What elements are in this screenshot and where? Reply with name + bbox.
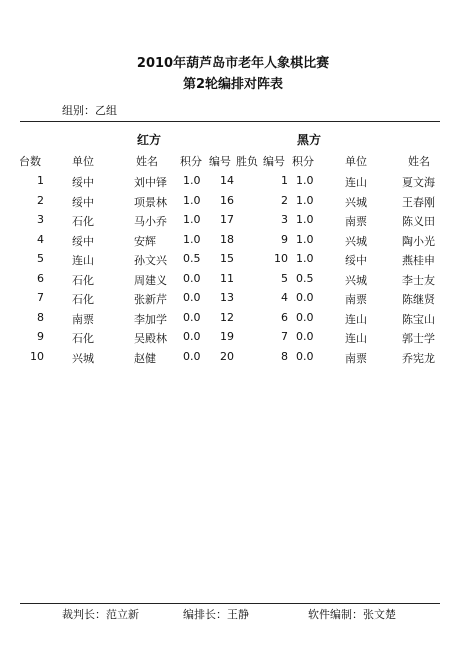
cell-black-unit: 南票 — [345, 293, 367, 306]
cell-table: 1 — [37, 174, 44, 187]
table-row — [0, 291, 466, 311]
cell-red-no: 20 — [220, 349, 234, 363]
cell-black-name: 陈宝山 — [402, 312, 435, 326]
cell-black-unit: 南票 — [345, 351, 367, 365]
cell-red-no: 12 — [220, 310, 234, 324]
cell-red-unit: 石化 — [72, 215, 94, 228]
cell-red-name: 刘中铎 — [134, 176, 167, 189]
cell-black-no: 2 — [281, 193, 288, 207]
cell-black-name: 陶小光 — [402, 234, 435, 248]
cell-table: 3 — [37, 213, 44, 226]
cell-red-no: 19 — [220, 330, 234, 343]
cell-black-no: 7 — [281, 330, 288, 343]
cell-red-score: 0.5 — [183, 252, 201, 265]
cell-table: 6 — [37, 271, 44, 285]
header-black-name: 姓名 — [408, 155, 430, 168]
cell-red-no: 13 — [220, 291, 234, 304]
cell-red-unit: 绥中 — [72, 234, 94, 248]
table-row — [0, 272, 466, 292]
cell-red-score: 0.0 — [183, 330, 201, 343]
cell-black-score: 0.5 — [296, 271, 314, 285]
cell-black-name: 夏文海 — [402, 176, 435, 189]
cell-black-score: 0.0 — [296, 310, 314, 324]
table-row — [0, 213, 466, 233]
table-row — [0, 252, 466, 272]
cell-table: 2 — [37, 193, 44, 207]
cell-black-no: 6 — [281, 310, 288, 324]
footer-divider — [20, 603, 440, 604]
cell-red-score: 0.0 — [183, 291, 201, 304]
cell-black-unit: 兴城 — [345, 273, 367, 287]
table-row — [0, 194, 466, 214]
cell-black-no: 5 — [281, 271, 288, 285]
header-divider — [20, 121, 440, 122]
cell-red-name: 安辉 — [134, 234, 156, 248]
group-label: 组别：乙组 — [62, 104, 117, 117]
document-subtitle: 第2轮编排对阵表 — [182, 77, 284, 92]
cell-red-score: 1.0 — [183, 193, 201, 207]
cell-red-unit: 兴城 — [72, 351, 94, 365]
cell-red-name: 周建义 — [134, 273, 167, 287]
cell-black-score: 0.0 — [296, 291, 314, 304]
cell-red-score: 1.0 — [183, 174, 201, 187]
cell-table: 10 — [30, 349, 44, 363]
table-row — [0, 174, 466, 194]
cell-red-name: 张新芹 — [134, 293, 167, 306]
cell-red-unit: 绥中 — [72, 176, 94, 189]
cell-black-score: 1.0 — [296, 174, 314, 187]
cell-table: 7 — [37, 291, 44, 304]
cell-black-score: 0.0 — [296, 349, 314, 363]
cell-black-score: 1.0 — [296, 193, 314, 207]
cell-black-unit: 南票 — [345, 215, 367, 228]
cell-black-name: 王春刚 — [402, 195, 435, 209]
header-result: 胜负 — [236, 155, 258, 168]
cell-red-score: 1.0 — [183, 213, 201, 226]
header-black-score: 积分 — [292, 155, 314, 168]
cell-red-unit: 连山 — [72, 254, 94, 267]
cell-table: 4 — [37, 232, 44, 246]
cell-red-score: 1.0 — [183, 232, 201, 246]
cell-red-name: 项景林 — [134, 195, 167, 209]
cell-black-unit: 连山 — [345, 176, 367, 189]
table-row — [0, 350, 466, 370]
cell-black-name: 燕桂申 — [402, 254, 435, 267]
cell-black-score: 1.0 — [296, 252, 314, 265]
table-row — [0, 311, 466, 331]
cell-table: 8 — [37, 310, 44, 324]
cell-black-name: 郭士学 — [402, 332, 435, 345]
cell-red-unit: 石化 — [72, 332, 94, 345]
header-red-score: 积分 — [180, 155, 202, 168]
red-side-label: 红方 — [137, 133, 162, 147]
cell-red-unit: 石化 — [72, 293, 94, 306]
cell-black-name: 李士友 — [402, 273, 435, 287]
cell-red-no: 14 — [220, 174, 234, 187]
cell-black-name: 乔宪龙 — [402, 351, 435, 365]
cell-red-no: 15 — [220, 252, 234, 265]
cell-table: 5 — [37, 252, 44, 265]
cell-black-no: 1 — [281, 174, 288, 187]
table-row — [0, 233, 466, 253]
cell-black-unit: 绥中 — [345, 254, 367, 267]
cell-black-unit: 兴城 — [345, 195, 367, 209]
cell-red-score: 0.0 — [183, 271, 201, 285]
cell-black-score: 0.0 — [296, 330, 314, 343]
cell-black-score: 1.0 — [296, 232, 314, 246]
cell-red-name: 赵健 — [134, 351, 156, 365]
software-label: 软件编制：张文楚 — [308, 608, 396, 621]
cell-red-unit: 绥中 — [72, 195, 94, 209]
referee-label: 裁判长：范立新 — [62, 608, 139, 621]
black-side-label: 黑方 — [297, 133, 322, 147]
cell-black-name: 陈继贤 — [402, 293, 435, 306]
cell-black-unit: 兴城 — [345, 234, 367, 248]
cell-black-no: 9 — [281, 232, 288, 246]
cell-red-no: 16 — [220, 193, 234, 207]
cell-red-no: 18 — [220, 232, 234, 246]
cell-red-no: 17 — [220, 213, 234, 226]
cell-black-score: 1.0 — [296, 213, 314, 226]
header-red-unit: 单位 — [72, 155, 94, 168]
cell-red-no: 11 — [220, 271, 234, 285]
cell-red-name: 马小乔 — [134, 215, 167, 228]
cell-black-no: 10 — [274, 252, 288, 265]
arranger-label: 编排长：王静 — [183, 608, 249, 621]
cell-red-name: 吴殿林 — [134, 332, 167, 345]
table-row — [0, 330, 466, 350]
header-black-unit: 单位 — [345, 155, 367, 168]
cell-red-score: 0.0 — [183, 310, 201, 324]
cell-red-unit: 南票 — [72, 312, 94, 326]
cell-black-name: 陈义田 — [402, 215, 435, 228]
header-black-no: 编号 — [263, 155, 285, 168]
header-red-name: 姓名 — [136, 155, 158, 168]
header-red-no: 编号 — [209, 155, 231, 168]
cell-red-name: 李加学 — [134, 312, 167, 326]
cell-red-score: 0.0 — [183, 349, 201, 363]
cell-red-name: 孙文兴 — [134, 254, 167, 267]
cell-black-no: 3 — [281, 213, 288, 226]
cell-red-unit: 石化 — [72, 273, 94, 287]
cell-black-no: 4 — [281, 291, 288, 304]
cell-table: 9 — [37, 330, 44, 343]
header-table: 台数 — [19, 155, 41, 168]
cell-black-unit: 连山 — [345, 312, 367, 326]
cell-black-no: 8 — [281, 349, 288, 363]
cell-black-unit: 连山 — [345, 332, 367, 345]
document-title: 2010年葫芦岛市老年人象棋比赛 — [136, 56, 330, 71]
